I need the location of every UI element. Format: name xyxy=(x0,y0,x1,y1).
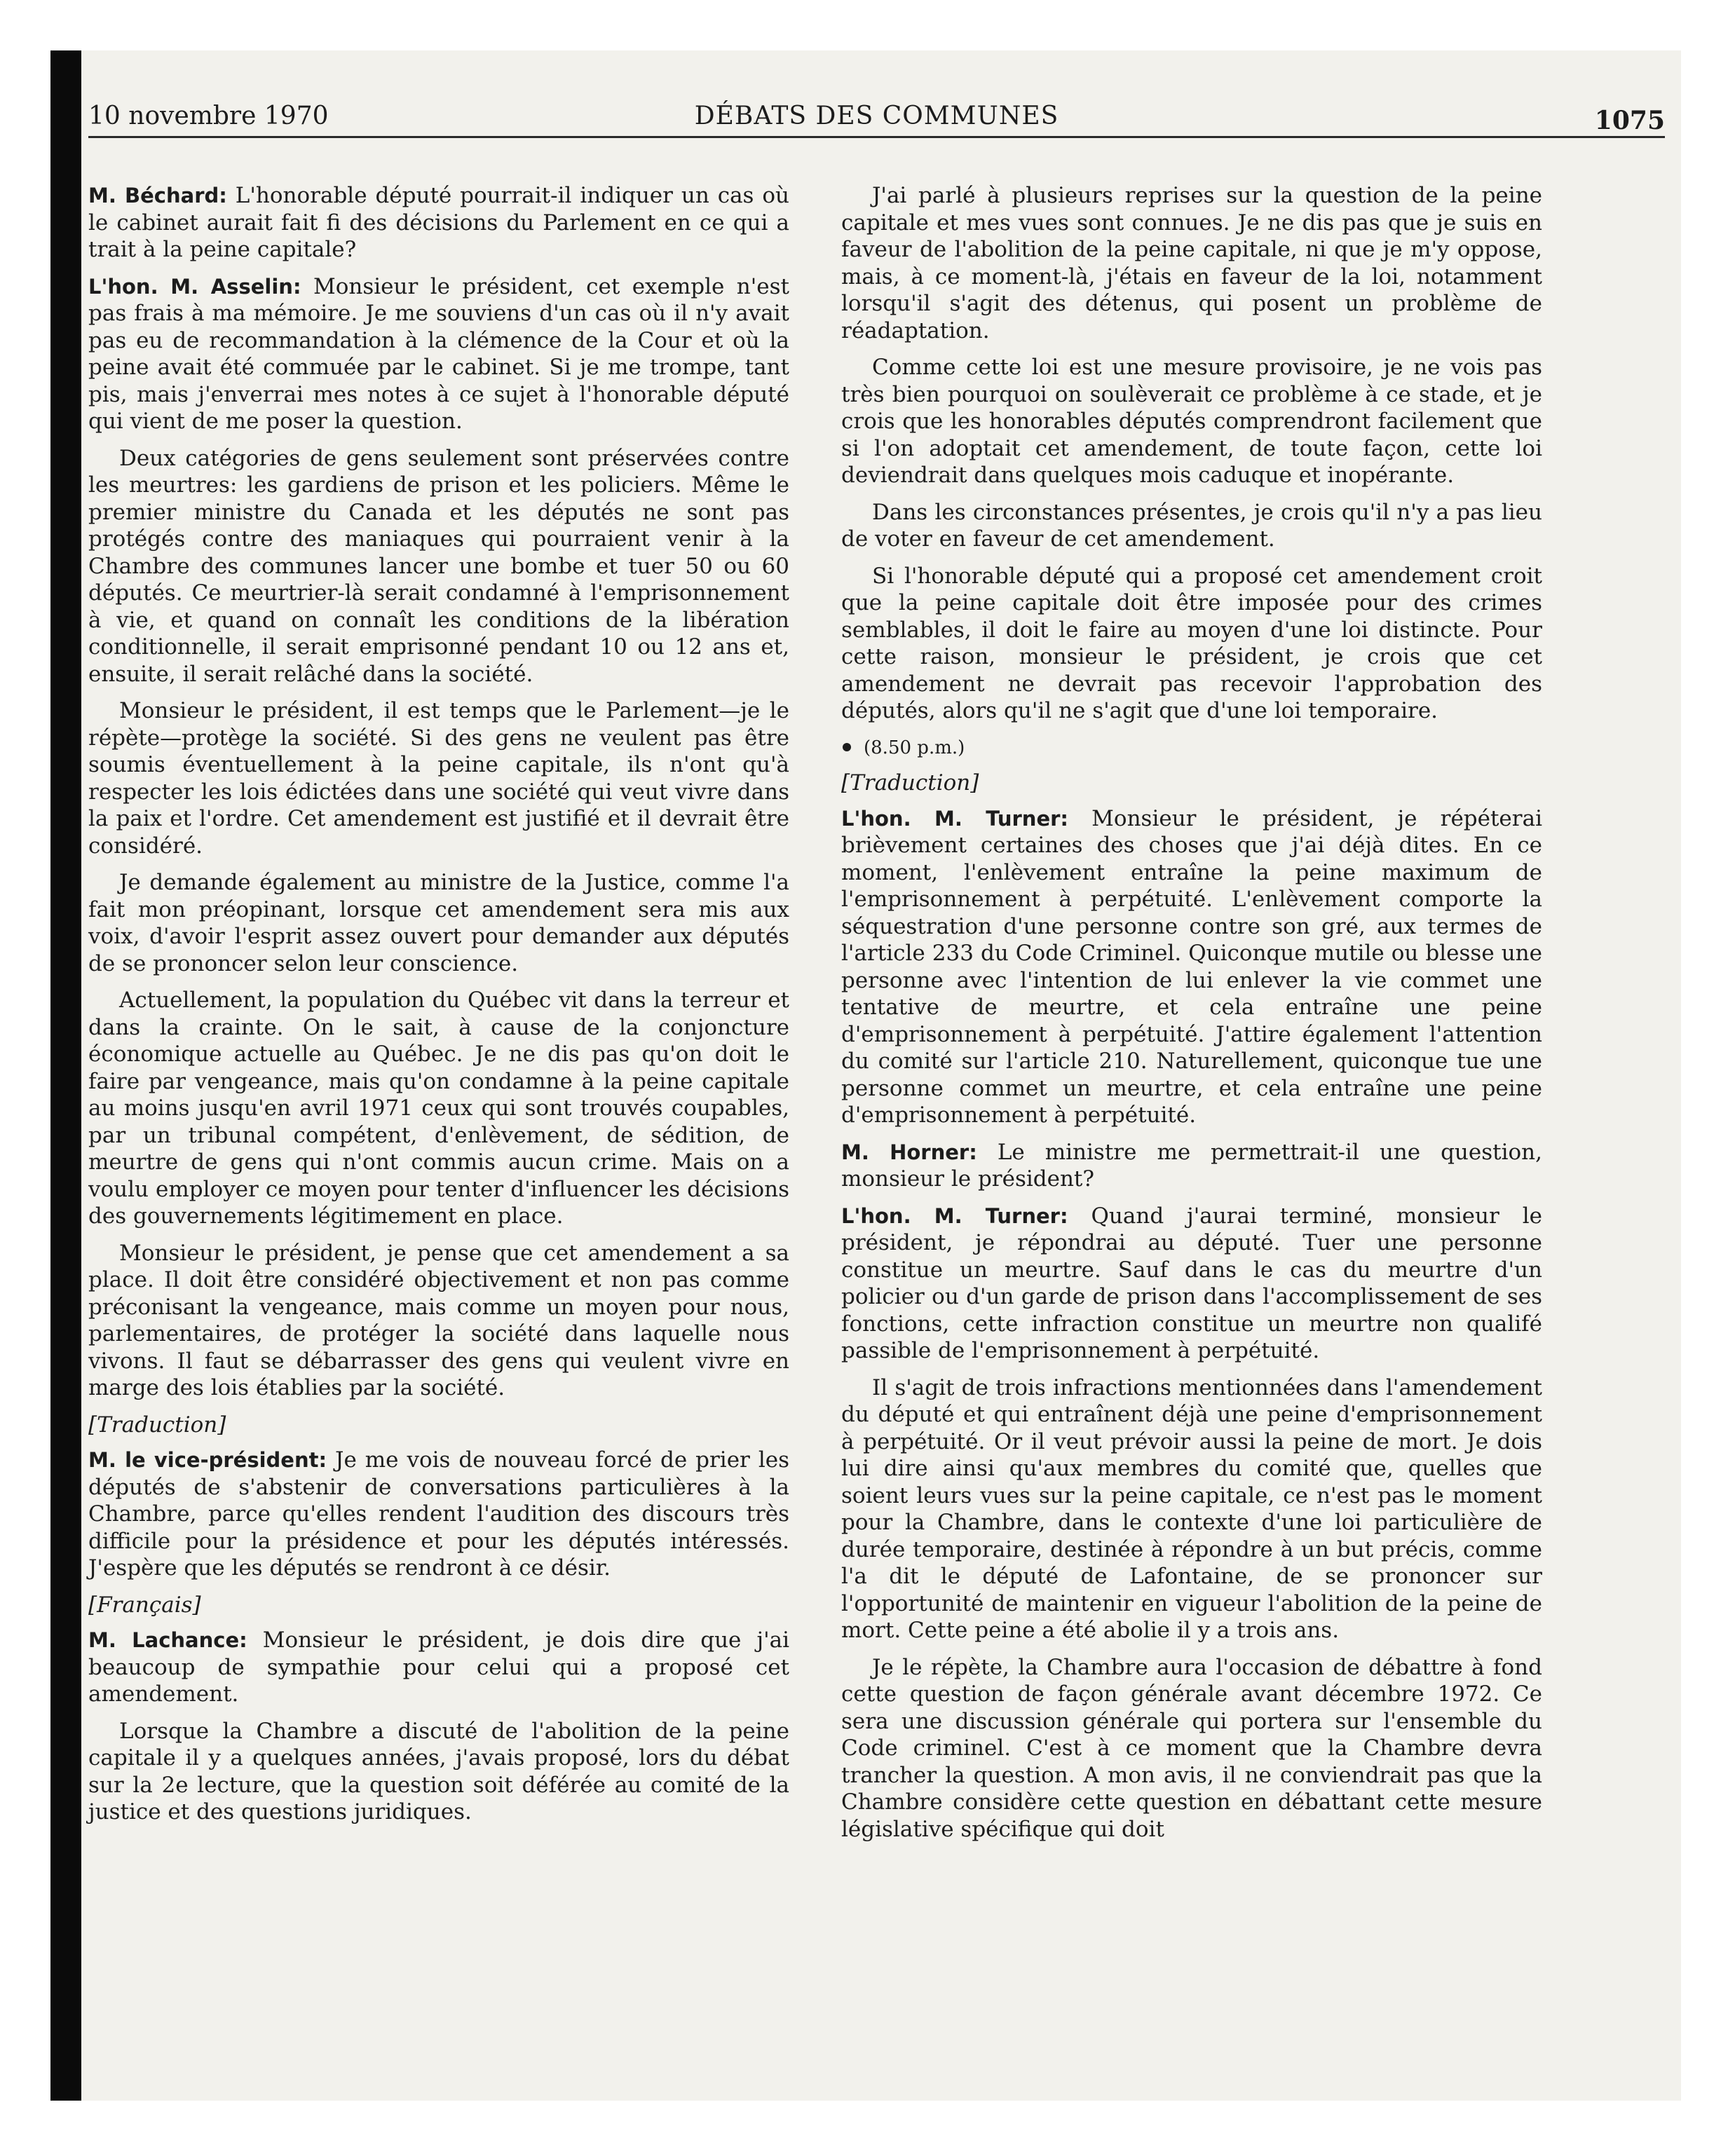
paragraph-text: Monsieur le président, je pense que cet amendement a sa place. Il doit être considéré objectivement et non pas comme préconisant la vengeance, mais comme un moyen pour nous, parlementaires, de protéger la société dans laquelle nous vivons. Il faut se débarrasser des gens qui veulent vivre en marge des lois établies par la société. xyxy=(88,1240,789,1400)
paragraph-text: Si l'honorable député qui a proposé cet amendement croit que la peine capitale doit être imposée pour des crimes semblables, il doit le faire au moyen d'une loi distincte. Pour cette raison, monsieur le président, je crois que cet amendement ne devrait pas recevoir l'approbation des députés, alors qu'il ne s'agit que d'une loi temporaire. xyxy=(841,563,1542,723)
paragraph xyxy=(88,869,789,977)
paragraph-text: Monsieur le président, cet exemple n'est pas frais à ma mémoire. Je me souviens d'un cas où il n'y avait pas eu de recommandation à la clémence de la Cour et où la peine avait été commuée par le cabinet. Si je me trompe, tant pis, mais j'enverrai mes notes à ce sujet à l'honorable député qui vient de me poser la question. xyxy=(88,273,789,434)
paragraph xyxy=(841,499,1542,553)
paragraph xyxy=(841,182,1542,344)
paragraph-text: Il s'agit de trois infractions mentionnées dans l'amendement du député et qui entraînent déjà une peine d'emprisonnement à perpétuité. Or il veut prévoir aussi la peine de mort. Je dois lui dire ainsi qu'aux membres du comité que, quelles que soient leurs vues sur la peine capitale, ce n'est pas le moment pour la Chambre, dans le contexte d'une loi particulière de durée temporaire, destinée à répondre à un but précis, comme l'a dit le député de Lafontaine, de se prononcer sur l'opportunité de maintenir en vigueur l'abolition de la peine de mort. Cette peine a été abolie il y a trois ans. xyxy=(841,1374,1542,1643)
paragraph-text: J'ai parlé à plusieurs reprises sur la question de la peine capitale et mes vues sont connues. Je ne dis pas que je suis en faveur de l'abolition de la peine capitale, ni que je m'y oppose, mais, à ce moment-là, j'étais en faveur de la loi, notamment lorsqu'il s'agit des détenus, qui posent un problème de réadaptation. xyxy=(841,183,1542,343)
bullet-icon xyxy=(843,743,851,751)
speaker-name: M. Lachance: xyxy=(88,1628,247,1652)
paragraph-text: Quand j'aurai terminé, monsieur le président, je répondrai au député. Tuer une personne constitue un meurtre. Sauf dans le cas du meurtre d'un policier ou d'un garde de prison dans l'accomplissement de ses fonctions, cette infraction constitue un meurtre non qualifé passible de l'emprisonnement à perpétuité. xyxy=(841,1203,1542,1363)
paragraph-text: Monsieur le président, je dois dire que j'ai beaucoup de sympathie pour celui qui a proposé cet amendement. xyxy=(88,1628,789,1707)
page-number: 1075 xyxy=(1594,106,1665,135)
paragraph xyxy=(88,1718,789,1826)
paragraph xyxy=(88,697,789,859)
paragraph xyxy=(841,1374,1542,1644)
left-column xyxy=(88,182,789,1836)
speaker-name: M. Horner: xyxy=(841,1140,977,1164)
speaker-name: L'hon. M. Turner: xyxy=(841,806,1069,831)
right-column xyxy=(841,182,1542,1853)
paragraph-text: Deux catégories de gens seulement sont préservées contre les meurtres: les gardiens de prison et les policiers. Même le premier ministre du Canada et les députés ne sont pas protégés contre des maniaques qui pourraient venir à la Chambre des communes lancer une bombe et tuer 50 ou 60 députés. Ce meurtrier-là serait condamné à l'emprisonnement à vie, et quand on connaît les conditions de la libération conditionnelle, il serait emprisonné pendant 10 ou 12 ans et, ensuite, il serait relâché dans la société. xyxy=(88,445,789,687)
paragraph xyxy=(841,563,1542,725)
paragraph xyxy=(841,354,1542,489)
paragraph xyxy=(88,182,789,264)
paragraph xyxy=(841,1139,1542,1193)
paragraph-text: Monsieur le président, il est temps que le Parlement—je le répète—protège la société. Si des gens ne veulent pas être soumis éventuellement à la peine capitale, ils n'ont qu'à respecter les lois édictées dans une société qui veut vivre dans la paix et l'ordre. Cet amendement est justifié et il devrait être considéré. xyxy=(88,698,789,859)
paragraph xyxy=(841,1654,1542,1843)
paragraph xyxy=(88,273,789,435)
header-title: DÉBATS DES COMMUNES xyxy=(694,102,1059,130)
scan-edge xyxy=(50,50,81,2101)
paragraph xyxy=(88,1240,789,1402)
paragraph-text: L'honorable député pourrait-il indiquer un cas où le cabinet aurait fait fi des décisions du Parlement en ce qui a trait à la peine capitale? xyxy=(88,183,790,262)
paragraph xyxy=(88,445,789,688)
header-date: 10 novembre 1970 xyxy=(88,102,329,130)
translation-tag: [Traduction] xyxy=(88,1412,226,1438)
paragraph-text: Je le répète, la Chambre aura l'occasion de débattre à fond cette question de façon générale avant décembre 1972. Ce sera une discussion générale qui portera sur l'ensemble du Code criminel. C'est à ce moment que la Chambre devra trancher la question. A mon avis, il ne conviendrait pas que la Chambre considère cette question en débattant cette mesure législative spécifique qui doit xyxy=(841,1654,1542,1842)
paragraph xyxy=(88,1627,789,1708)
speaker-name: L'hon. M. Turner: xyxy=(841,1203,1068,1228)
translation-tag: [Traduction] xyxy=(841,770,979,796)
time-text: (8.50 p.m.) xyxy=(864,737,965,758)
speaker-name: M. le vice-président: xyxy=(88,1448,327,1472)
speaker-name: L'hon. M. Asselin: xyxy=(88,274,301,299)
paragraph-text: Monsieur le président, je répéterai brièvement certaines des choses que j'ai déjà dites. En ce moment, l'enlèvement entraîne la peine maximum de l'emprisonnement à perpétuité. L'enlèvement comporte la séquestration d'une personne contre son gré, aux termes de l'article 233 du Code Criminel. Quiconque mutile ou blesse une personne avec l'intention de lui enlever la vie commet une tentative de meurtre, et cela entraîne une peine d'emprisonnement à perpétuité. J'attire également l'attention du comité sur l'article 210. Naturellement, quiconque tue une personne commet un meurtre, et cela entraîne une peine d'emprisonnement à perpétuité. xyxy=(841,805,1542,1128)
paragraph-text: Je me vois de nouveau forcé de prier les députés de s'abstenir de conversations particulières à la Chambre, parce qu'elles rendent l'audition des discours très difficile pour la présidence et pour les députés intéressés. J'espère que les députés se rendront à ce désir. xyxy=(88,1447,789,1581)
paragraph xyxy=(841,805,1542,1129)
paragraph-text: Lorsque la Chambre a discuté de l'abolition de la peine capitale il y a quelques années, j'avais proposé, lors du débat sur la 2e lecture, que la question soit déférée au comité de la justice et des questions juridiques. xyxy=(88,1718,789,1824)
paragraph-text: Comme cette loi est une mesure provisoire, je ne vois pas très bien pourquoi on soulèverait ce problème à ce stade, et je crois que les honorables députés comprendront facilement que si l'on adoptait cet amendement, de toute façon, cette loi deviendrait dans quelques mois caduque et inopérante. xyxy=(841,355,1542,488)
paragraph-text: Je demande également au ministre de la Justice, comme l'a fait mon préopinant, lorsque cet amendement sera mis aux voix, d'avoir l'esprit assez ouvert pour demander aux députés de se prononcer selon leur conscience. xyxy=(88,870,789,976)
time-stamp xyxy=(841,735,1542,762)
paragraph-text: Actuellement, la population du Québec vit dans la terreur et dans la crainte. On le sait, à cause de la conjoncture économique actuelle au Québec. Je ne dis pas qu'on doit le faire par vengeance, mais qu'on condamne à la peine capitale au moins jusqu'en avril 1971 ceux qui sont trouvés coupables, par un tribunal compétent, d'enlèvement, de sédition, de meurtre de gens qui n'ont commis aucun crime. Mais on a voulu employer ce moyen pour tenter d'influencer les décisions des gouvernements légitimement en place. xyxy=(88,988,789,1229)
paragraph xyxy=(88,987,789,1230)
paragraph-text: Dans les circonstances présentes, je crois qu'il n'y a pas lieu de voter en faveur de cet amendement. xyxy=(841,499,1542,552)
paragraph-text: Le ministre me permettrait-il une question, monsieur le président? xyxy=(841,1139,1542,1192)
paragraph xyxy=(88,1447,789,1582)
paragraph xyxy=(841,1203,1542,1365)
speaker-name: M. Béchard: xyxy=(88,184,227,207)
page-header xyxy=(88,97,1665,138)
language-tag: [Français] xyxy=(88,1592,201,1618)
